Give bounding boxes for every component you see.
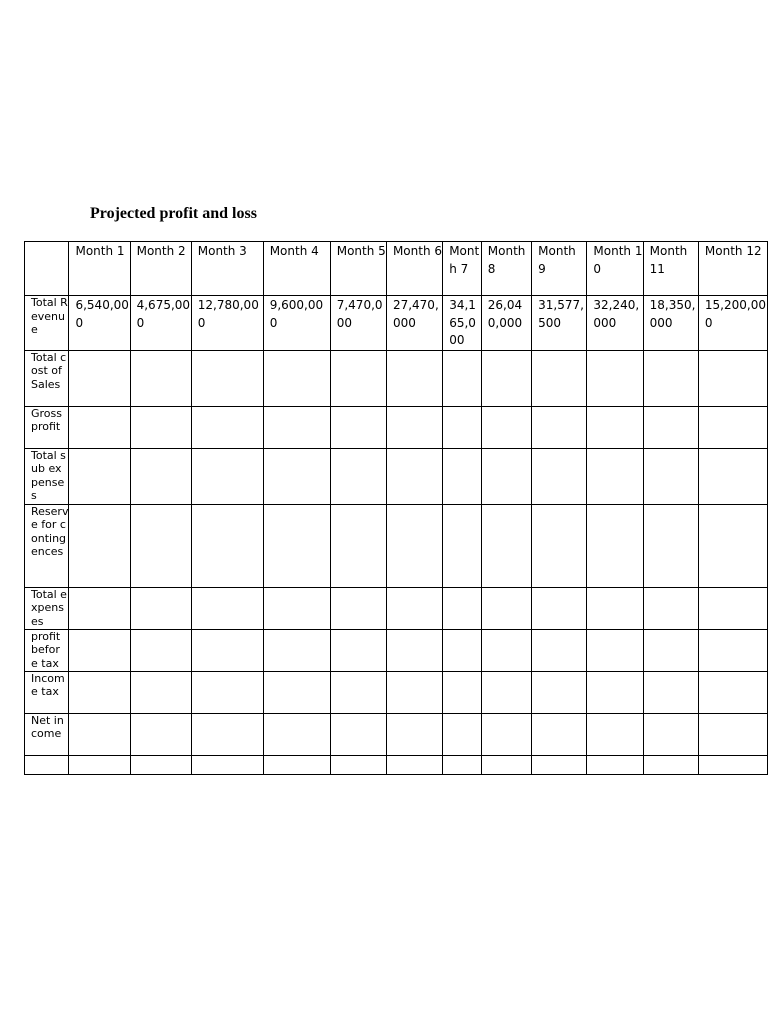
table-cell	[69, 713, 130, 755]
row-label	[25, 587, 69, 629]
table-cell	[587, 629, 643, 671]
table-cell	[330, 629, 386, 671]
table-cell	[330, 350, 386, 406]
row-label-text: Gross profit	[31, 406, 62, 434]
table-cell	[643, 504, 698, 587]
table-cell	[698, 755, 767, 774]
table-cell	[130, 671, 191, 713]
table-cell	[263, 406, 330, 448]
table-row	[25, 713, 768, 755]
table-cell	[698, 671, 767, 713]
table-cell	[130, 504, 191, 587]
table-cell	[532, 755, 587, 774]
table-cell	[263, 713, 330, 755]
table-row	[25, 587, 768, 629]
table-cell-text: 27,470,000	[392, 298, 439, 330]
table-cell	[587, 350, 643, 406]
table-cell-text: 26,040,000	[487, 298, 523, 330]
column-header	[330, 242, 386, 296]
table-cell	[532, 629, 587, 671]
table-cell	[698, 629, 767, 671]
table-cell	[386, 671, 442, 713]
table-cell	[263, 587, 330, 629]
table-cell	[698, 448, 767, 504]
table-cell-text: 6,540,000	[75, 298, 129, 330]
table-cell	[698, 296, 767, 351]
table-cell	[69, 448, 130, 504]
column-header-text: Month 4	[269, 244, 319, 258]
table-cell	[330, 296, 386, 351]
column-header-text: Month 3	[197, 244, 247, 258]
table-cell	[532, 406, 587, 448]
row-label	[25, 504, 69, 587]
column-header	[130, 242, 191, 296]
column-header	[386, 242, 442, 296]
table-cell	[698, 504, 767, 587]
table-cell	[386, 587, 442, 629]
table-cell	[643, 350, 698, 406]
table-cell	[587, 504, 643, 587]
table-cell	[386, 629, 442, 671]
table-cell	[532, 713, 587, 755]
row-label-text: Net income	[31, 713, 64, 741]
table-cell	[330, 587, 386, 629]
table-cell	[130, 587, 191, 629]
table-row	[25, 350, 768, 406]
column-header	[263, 242, 330, 296]
table-row	[25, 296, 768, 351]
table-cell	[130, 296, 191, 351]
table-cell	[698, 713, 767, 755]
table-cell	[532, 350, 587, 406]
row-label-text: Reserve for contingences	[31, 504, 69, 559]
table-cell	[481, 406, 531, 448]
table-cell	[330, 448, 386, 504]
table-cell	[191, 629, 263, 671]
table-cell	[386, 406, 442, 448]
table-cell	[386, 755, 442, 774]
table-cell	[443, 504, 482, 587]
table-cell	[69, 671, 130, 713]
row-label-text: Total expenses	[31, 587, 67, 628]
table-cell	[698, 350, 767, 406]
table-cell	[386, 296, 442, 351]
column-header	[698, 242, 767, 296]
table-cell	[481, 671, 531, 713]
table-cell	[191, 504, 263, 587]
table-cell	[69, 629, 130, 671]
table-cell	[481, 755, 531, 774]
row-label	[25, 755, 69, 774]
table-cell	[443, 448, 482, 504]
row-label-text: Total cost of Sales	[31, 350, 67, 391]
table-cell	[443, 671, 482, 713]
table-cell	[330, 671, 386, 713]
table-cell	[263, 629, 330, 671]
row-label	[25, 713, 69, 755]
table-cell	[263, 755, 330, 774]
table-cell	[587, 755, 643, 774]
table-cell	[330, 406, 386, 448]
table-cell	[532, 448, 587, 504]
table-cell	[263, 504, 330, 587]
row-label	[25, 350, 69, 406]
table-cell	[643, 629, 698, 671]
table-cell	[191, 587, 263, 629]
table-cell	[330, 713, 386, 755]
table-cell	[69, 755, 130, 774]
row-label	[25, 629, 69, 671]
table-cell	[330, 504, 386, 587]
table-cell	[191, 350, 263, 406]
table-cell	[69, 296, 130, 351]
column-header	[587, 242, 643, 296]
table-cell	[643, 406, 698, 448]
row-label-text: Income tax	[31, 671, 65, 699]
table-cell	[130, 713, 191, 755]
table-cell	[481, 504, 531, 587]
table-cell	[386, 448, 442, 504]
table-cell	[481, 296, 531, 351]
column-header-text: Month 5	[336, 244, 386, 258]
table-cell-text: 31,577,500	[538, 298, 584, 330]
row-label	[25, 296, 69, 351]
table-cell-text: 12,780,000	[197, 298, 259, 330]
table-cell	[69, 350, 130, 406]
table-cell-text: 34,165,000	[449, 298, 476, 347]
table-cell	[130, 755, 191, 774]
table-header-row	[25, 242, 768, 296]
table-cell	[481, 713, 531, 755]
column-header	[532, 242, 587, 296]
column-header-text: Month 11	[649, 244, 688, 276]
table-cell	[587, 406, 643, 448]
table-cell	[481, 587, 531, 629]
column-header	[443, 242, 482, 296]
table-cell	[643, 587, 698, 629]
table-row	[25, 504, 768, 587]
table-cell	[643, 296, 698, 351]
column-header-text: Month 7	[449, 244, 480, 276]
table-cell	[386, 350, 442, 406]
table-cell	[130, 629, 191, 671]
table-cell-text: 4,675,000	[136, 298, 191, 330]
column-header	[25, 242, 69, 296]
table-cell	[532, 504, 587, 587]
table-cell	[191, 448, 263, 504]
table-row	[25, 755, 768, 774]
table-cell-text: 15,200,000	[704, 298, 766, 330]
table-cell	[130, 406, 191, 448]
column-header	[69, 242, 130, 296]
table-cell	[386, 504, 442, 587]
row-label	[25, 406, 69, 448]
column-header-text	[25, 242, 68, 243]
row-label-text: Total sub expenses	[31, 448, 66, 503]
table-cell	[643, 671, 698, 713]
column-header	[481, 242, 531, 296]
row-label-text: Total Revenue	[31, 296, 68, 337]
table-cell	[532, 671, 587, 713]
table-cell	[587, 587, 643, 629]
table-cell	[698, 406, 767, 448]
column-header-text: Month 2	[136, 244, 186, 258]
table-row	[25, 629, 768, 671]
table-cell	[263, 448, 330, 504]
table-cell	[643, 448, 698, 504]
table-cell	[69, 406, 130, 448]
column-header-text: Month 12	[704, 244, 762, 258]
row-label	[25, 448, 69, 504]
table-cell	[443, 629, 482, 671]
table-cell	[481, 629, 531, 671]
table-cell	[532, 587, 587, 629]
table-cell	[263, 296, 330, 351]
table-cell	[643, 713, 698, 755]
column-header	[643, 242, 698, 296]
table-cell-text: 9,600,000	[269, 298, 324, 330]
table-cell-text: 32,240,000	[593, 298, 640, 330]
table-cell	[481, 448, 531, 504]
table-cell	[191, 671, 263, 713]
table-cell	[587, 448, 643, 504]
table-cell	[443, 296, 482, 351]
table-cell	[191, 755, 263, 774]
table-cell	[330, 755, 386, 774]
table-cell	[443, 587, 482, 629]
table-cell-text: 7,470,000	[336, 298, 383, 330]
column-header-text: Month 8	[487, 244, 526, 276]
document-title: Projected profit and loss	[90, 205, 257, 222]
table-cell	[587, 671, 643, 713]
column-header-text: Month 1	[75, 244, 125, 258]
table-cell	[443, 713, 482, 755]
table-cell	[191, 713, 263, 755]
table-cell	[481, 350, 531, 406]
table-cell	[263, 350, 330, 406]
table-cell	[69, 504, 130, 587]
table-cell	[532, 296, 587, 351]
table-cell	[698, 587, 767, 629]
table-cell	[443, 350, 482, 406]
table-cell	[386, 713, 442, 755]
table-cell	[130, 350, 191, 406]
table-cell-text: 18,350,000	[649, 298, 696, 330]
table-cell	[69, 587, 130, 629]
table-cell	[191, 406, 263, 448]
table-row	[25, 671, 768, 713]
table-cell	[443, 755, 482, 774]
table-cell	[191, 296, 263, 351]
column-header	[191, 242, 263, 296]
column-header-text: Month 9	[538, 244, 576, 276]
table-cell	[587, 296, 643, 351]
table-cell	[130, 448, 191, 504]
table-cell	[643, 755, 698, 774]
table-cell	[587, 713, 643, 755]
table-cell	[443, 406, 482, 448]
profit-loss-table	[24, 241, 768, 775]
table-cell	[263, 671, 330, 713]
row-label	[25, 671, 69, 713]
table-row	[25, 448, 768, 504]
table-row	[25, 406, 768, 448]
column-header-text: Month 6	[392, 244, 443, 258]
column-header-text: Month 10	[593, 244, 643, 276]
row-label-text: profit befor e tax	[31, 629, 61, 670]
